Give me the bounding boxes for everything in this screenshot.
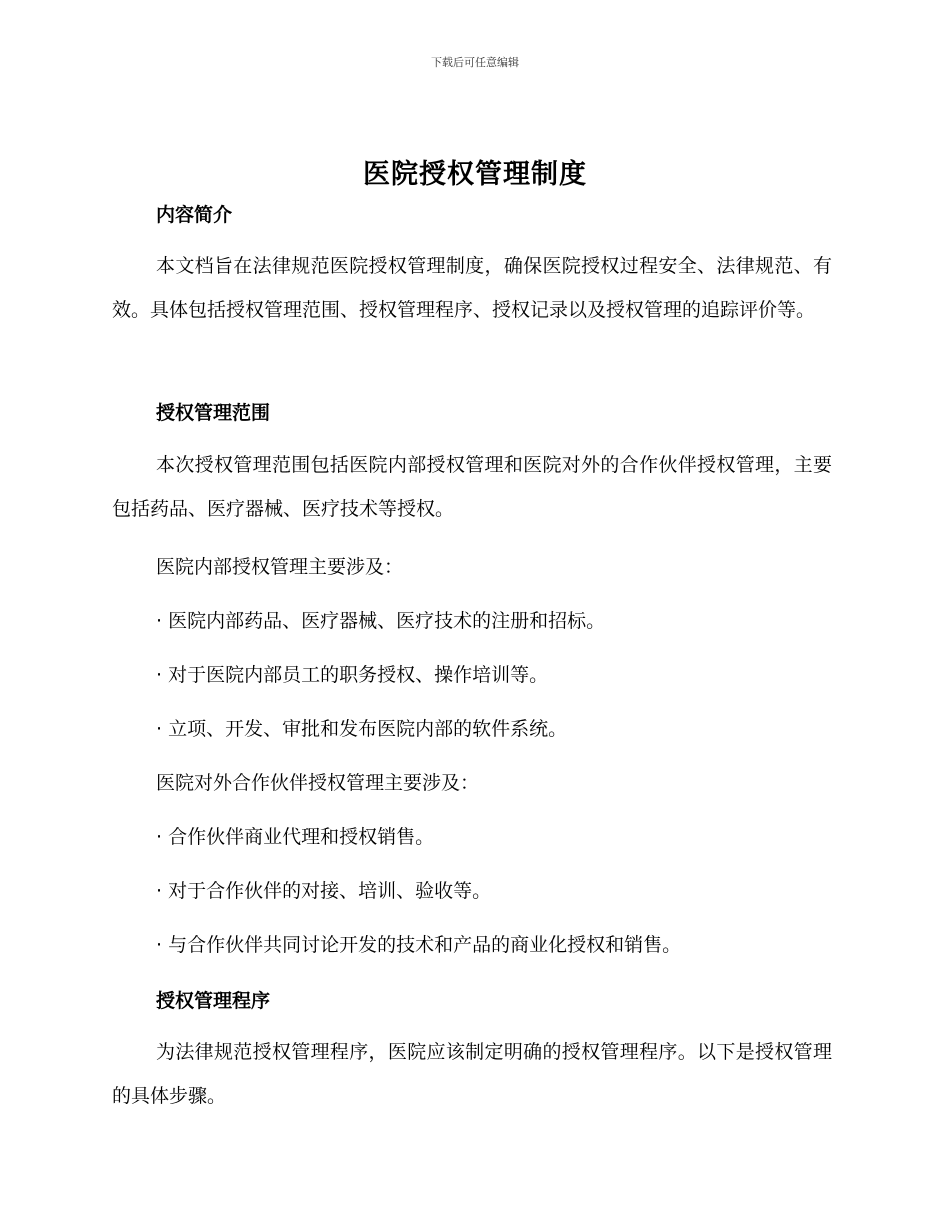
- list-item-internal-1: · 医院内部药品、医疗器械、医疗技术的注册和招标。: [156, 610, 606, 632]
- header-note: 下载后可任意编辑: [431, 56, 519, 69]
- list-item-internal-2: · 对于医院内部员工的职务授权、操作培训等。: [156, 664, 549, 686]
- list-item-external-3: · 与合作伙伴共同讨论开发的技术和产品的商业化授权和销售。: [156, 934, 682, 956]
- paragraph-scope: 本次授权管理范围包括医院内部授权管理和医院对外的合作伙伴授权管理，主要包括药品、医疗器械、医疗技术等授权。: [112, 454, 832, 520]
- heading-scope: 授权管理范围: [156, 402, 271, 424]
- external-intro: 医院对外合作伙伴授权管理主要涉及：: [156, 772, 480, 794]
- list-item-external-1: · 合作伙伴商业代理和授权销售。: [156, 826, 435, 848]
- paragraph-procedure: 为法律规范授权管理程序，医院应该制定明确的授权管理程序。以下是授权管理的具体步骤。: [112, 1041, 832, 1107]
- internal-intro: 医院内部授权管理主要涉及：: [156, 556, 404, 578]
- list-item-external-2: · 对于合作伙伴的对接、培训、验收等。: [156, 880, 492, 902]
- heading-intro: 内容简介: [156, 204, 233, 226]
- document-title: 医院授权管理制度: [363, 159, 587, 190]
- heading-procedure: 授权管理程序: [156, 990, 271, 1012]
- paragraph-intro: 本文档旨在法律规范医院授权管理制度，确保医院授权过程安全、法律规范、有效。具体包括授权管理范围、授权管理程序、授权记录以及授权管理的追踪评价等。: [112, 255, 832, 321]
- list-item-internal-3: · 立项、开发、审批和发布医院内部的软件系统。: [156, 718, 568, 740]
